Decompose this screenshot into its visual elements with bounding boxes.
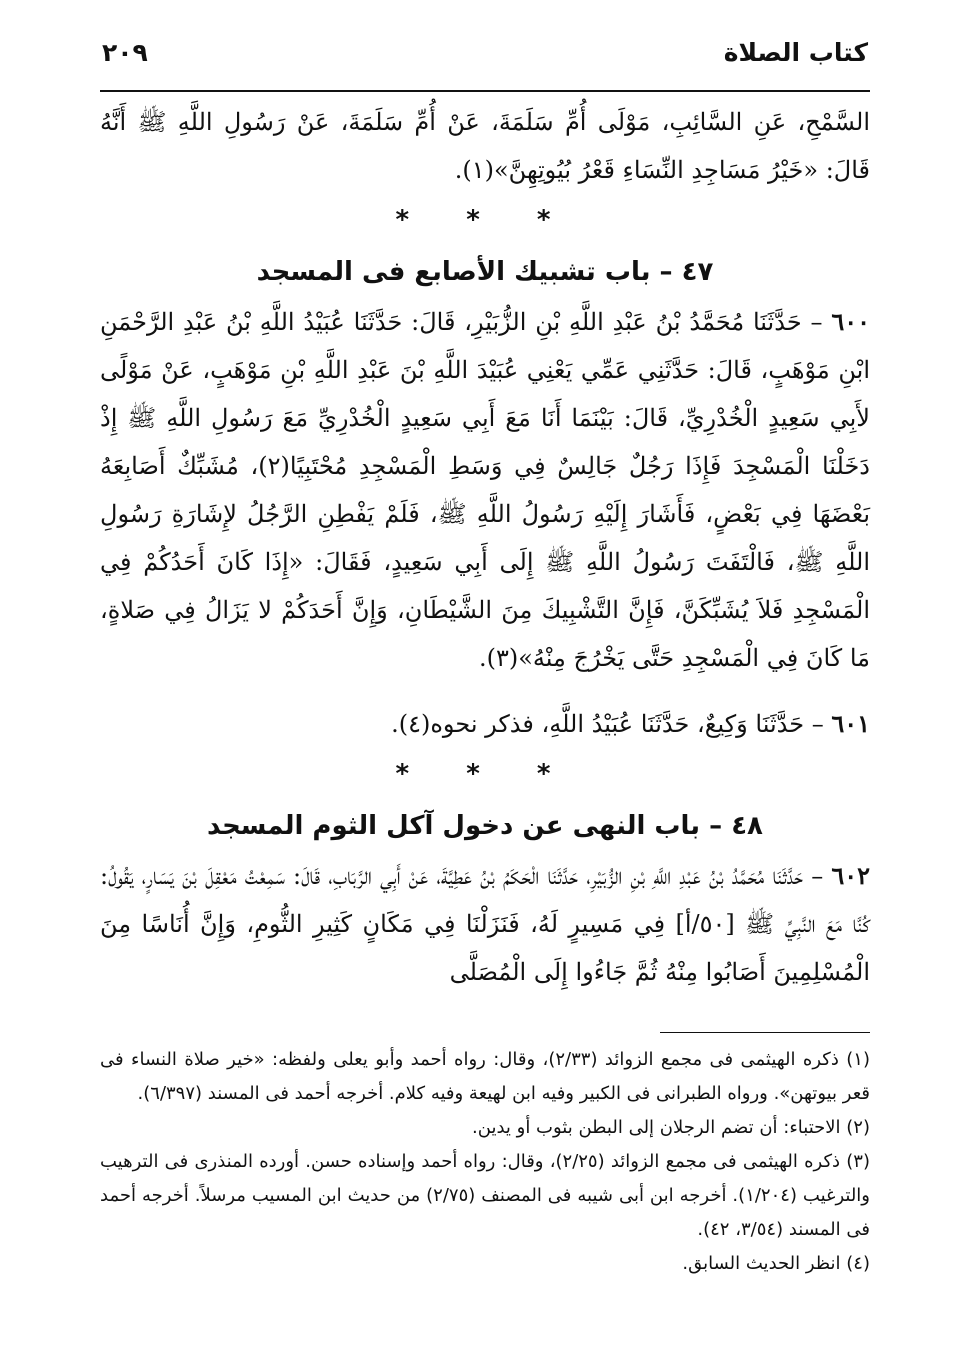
footnote-4: (٤) انظر الحديث السابق. (682, 1253, 870, 1274)
page-header (100, 38, 870, 92)
hadith-601 (100, 700, 870, 748)
hadith-602 (100, 852, 870, 996)
hadith-601-text: – حَدَّثَنَا وَكِيعٌ، حَدَّثَنَا عُبَيْدُ اللَّهِ، فذكر نحوه(٤). (391, 710, 824, 738)
footnote-divider (660, 1032, 870, 1033)
footnotes (100, 1043, 870, 1281)
intro-paragraph: السَّمْحِ، عَنِ السَّائِبِ، مَوْلَى أُمِّ سَلَمَةَ، عَنْ أُمِّ سَلَمَةَ، عَنْ رَسُولِ اللَّهِ ﷺ أَنَّهُ قَالَ: «خَيْرُ مَسَاجِدِ النِّسَاءِ قَعْرُ بُيُوتِهِنَّ»(١). (100, 108, 870, 184)
footnote-3: (٣) ذكره الهيثمى فى مجمع الزوائد (٢/٢٥)، وقال: رواه أحمد وإسناده حسن. أورده المنذرى فى الترهيب والترغيب (١/٢٠٤). أخرجه ابن أبى شيبه فى المصنف (٢/٧٥) من حديث ابن المسيب مرسلاً. أخرجه أحمد فى المسند (٣/٥٤، ٤٢). (100, 1151, 870, 1240)
hadith-602-number: ٦٠٢ (831, 861, 870, 890)
footnote-1: (١) ذكره الهيثمى فى مجمع الزوائد (٢/٣٣)، وقال: رواه أحمد وأبو يعلى ولفظه: «خير صلاة النساء فى قعر بيوتهن». ورواه الطبرانى فى الكبير وفيه ابن لهيعة وفيه كلام. أخرجه أحمد فى المسند (٦/٣٩٧). (100, 1049, 870, 1104)
hadith-600 (100, 298, 870, 682)
hadith-602-text: – حَدَّثَنَا مُحَمَّدُ بْنُ عَبْدِ اللَّهِ بْنِ الزُّبَيْرِ، حَدَّثَنَا الْحَكَمُ بْنُ عَطِيَّةَ، عَنْ أَبِي الرَّبَابِ، قَالَ: سَمِعْتُ مَعْقِلَ بْنَ يَسَارٍ، يَقُولُ: كُنَّا مَعَ النَّبِيِّ ﷺ [٥٠/أ] فِي مَسِيرٍ لَهُ، فَنَزَلْنَا فِي مَكَانٍ كَثِيرِ الثُّومِ، وَإِنَّ أُنَاسًا مِنَ الْمُسْلِمِينَ أَصَابُوا مِنْهُ ثُمَّ جَاءُوا إِلَى الْمُصَلَّى (100, 862, 870, 986)
section-separator: * * * (395, 205, 575, 235)
hadith-600-number: ٦٠٠ (831, 307, 870, 336)
chapter-47-heading: ٤٧ – باب تشبيك الأصابع فى المسجد (256, 257, 714, 287)
book-page (100, 38, 870, 1338)
book-title: كتاب الصلاة (723, 38, 868, 67)
hadith-600-text: – حَدَّثَنَا مُحَمَّدُ بْنُ عَبْدِ اللَّهِ بْنِ الزُّبَيْرِ، قَالَ: حَدَّثَنَا عُبَيْدُ اللَّهِ بْنُ عَبْدِ الرَّحْمَنِ ابْنِ مَوْهَبٍ، قَالَ: حَدَّثَنِي عَمِّي يَعْنِي عُبَيْدَ اللَّهِ بْنَ عَبْدِ اللَّهِ بْنِ مَوْهَبٍ، عَنْ مَوْلًى لأَبِي سَعِيدٍ الْخُدْرِيِّ، قَالَ: بَيْنَمَا أَنَا مَعَ أَبِي سَعِيدٍ الْخُدْرِيِّ مَعَ رَسُولِ اللَّهِ ﷺ إِذْ دَخَلْنَا الْمَسْجِدَ فَإِذَا رَجُلٌ جَالِسٌ فِي وَسَطِ الْمَسْجِدِ مُحْتَبِيًا(٢)، مُشَبِّكٌ أَصَابِعَهُ بَعْضَهَا فِي بَعْضٍ، فَأَشَارَ إِلَيْهِ رَسُولُ اللَّهِ ﷺ، فَلَمْ يَفْطِنِ الرَّجُلُ لإِشَارَةِ رَسُولِ اللَّهِ ﷺ، فَالْتَفَتَ رَسُولُ اللَّهِ ﷺ إِلَى أَبِي سَعِيدٍ، فَقَالَ: «إِذَا كَانَ أَحَدُكُمْ فِي الْمَسْجِدِ فَلاَ يُشَبِّكَنَّ، فَإِنَّ التَّشْبِيكَ مِنَ الشَّيْطَانِ، وَإِنَّ أَحَدَكُمْ لا يَزَالُ فِي صَلاةٍ، مَا كَانَ فِي الْمَسْجِدِ حَتَّى يَخْرُجَ مِنْهُ»(٣). (100, 308, 870, 672)
footnote-2: (٢) الاحتباء: أن تضم الرجلان إلى البطن بثوب أو يدين. (472, 1117, 870, 1138)
chapter-48-heading: ٤٨ – باب النهى عن دخول آكل الثوم المسجد (207, 811, 763, 841)
hadith-601-number: ٦٠١ (831, 709, 870, 738)
page-number: ٢٠٩ (102, 38, 148, 67)
section-separator: * * * (395, 759, 575, 789)
